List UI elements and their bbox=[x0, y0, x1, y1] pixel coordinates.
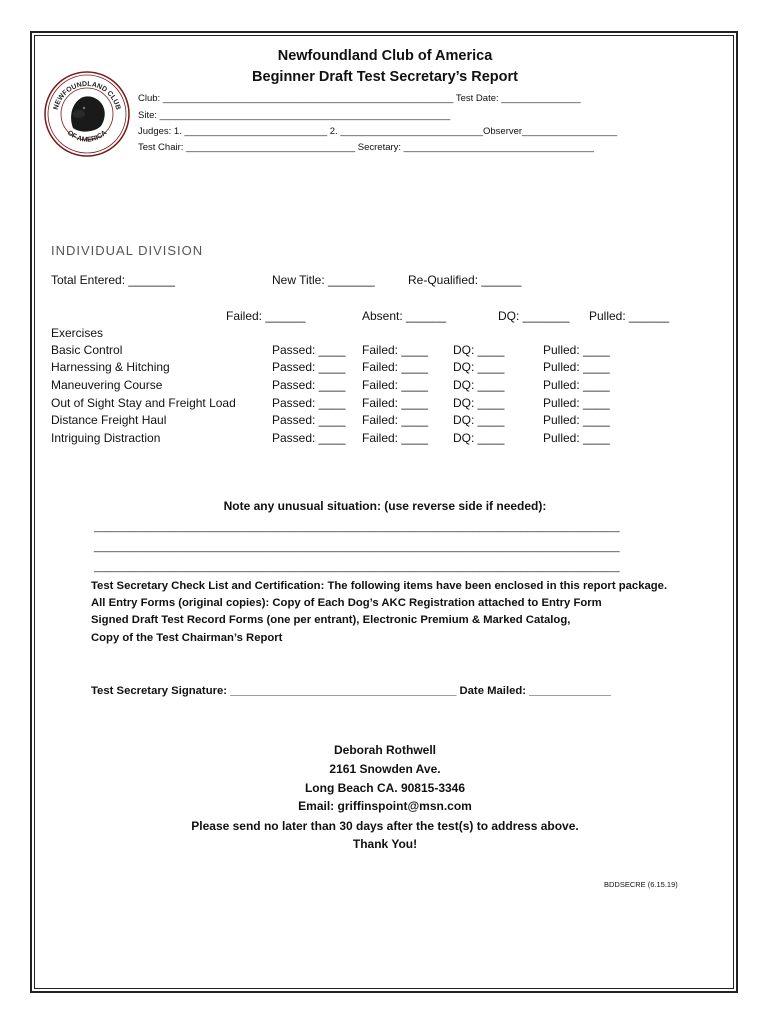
exercise-name: Harnessing & Hitching bbox=[51, 360, 170, 374]
checklist-line-3: Signed Draft Test Record Forms (one per entrant), Electronic Premium & Marked Catalog, bbox=[91, 614, 571, 626]
checklist-line-4: Copy of the Test Chairman’s Report bbox=[91, 632, 283, 644]
exercise-failed: Failed: ____ bbox=[362, 396, 429, 410]
address-name: Deborah Rothwell bbox=[333, 743, 436, 757]
absent-total-field: Absent: ______ bbox=[362, 309, 447, 323]
exercise-name: Basic Control bbox=[51, 343, 123, 357]
exercise-failed: Failed: ____ bbox=[362, 343, 429, 357]
pulled-total-field: Pulled: ______ bbox=[589, 309, 670, 323]
mailing-instruction: Please send no later than 30 days after the test(s) to address above. bbox=[191, 819, 579, 833]
form-code: BDDSECRE (6.15.19) bbox=[604, 880, 678, 889]
notes-line-1: __________________________________________________________________________________________ bbox=[94, 521, 620, 533]
chair-field-line: Test Chair: ________________________________ Secretary: ____________________________________ bbox=[138, 142, 594, 153]
document-title: Newfoundland Club of America bbox=[277, 48, 493, 64]
dq-total-field: DQ: _______ bbox=[498, 309, 570, 323]
address-city: Long Beach CA. 90815-3346 bbox=[304, 781, 466, 795]
exercise-passed: Passed: ____ bbox=[272, 343, 346, 357]
exercise-name: Intriguing Distraction bbox=[51, 431, 161, 445]
failed-total-field: Failed: ______ bbox=[226, 309, 306, 323]
thank-you-text: Thank You! bbox=[352, 837, 418, 851]
club-field-line: Club: _______________________________________________________ Test Date: _______________ bbox=[138, 93, 581, 104]
site-field-line: Site: _______________________________________________________ bbox=[138, 110, 451, 121]
exercise-name: Distance Freight Haul bbox=[51, 413, 167, 427]
exercise-pulled: Pulled: ____ bbox=[543, 343, 610, 357]
exercise-dq: DQ: ____ bbox=[453, 360, 505, 374]
checklist-line-1: Test Secretary Check List and Certification: The following items have been enclosed in this report package. bbox=[91, 580, 668, 592]
notes-line-2: __________________________________________________________________________________________ bbox=[94, 541, 620, 553]
exercise-pulled: Pulled: ____ bbox=[543, 413, 610, 427]
club-seal-logo bbox=[43, 70, 131, 158]
exercise-pulled: Pulled: ____ bbox=[543, 378, 610, 392]
exercise-pulled: Pulled: ____ bbox=[543, 396, 610, 410]
notes-line-3: __________________________________________________________________________________________ bbox=[94, 561, 620, 573]
notes-heading: Note any unusual situation: (use reverse side if needed): bbox=[223, 499, 547, 513]
exercise-failed: Failed: ____ bbox=[362, 413, 429, 427]
svg-text:NEWFOUNDLAND CLUB: NEWFOUNDLAND CLUB bbox=[52, 80, 122, 111]
exercise-name: Maneuvering Course bbox=[51, 378, 163, 392]
exercise-name: Out of Sight Stay and Freight Load bbox=[51, 396, 236, 410]
exercise-pulled: Pulled: ____ bbox=[543, 360, 610, 374]
judges-field-line: Judges: 1. ___________________________ 2. ___________________________Observer__________________ bbox=[138, 126, 618, 137]
exercise-dq: DQ: ____ bbox=[453, 431, 505, 445]
exercise-passed: Passed: ____ bbox=[272, 413, 346, 427]
exercise-dq: DQ: ____ bbox=[453, 413, 505, 427]
exercise-dq: DQ: ____ bbox=[453, 396, 505, 410]
exercise-dq: DQ: ____ bbox=[453, 378, 505, 392]
total-entered-field: Total Entered: _______ bbox=[51, 273, 176, 287]
requalified-field: Re-Qualified: ______ bbox=[408, 273, 522, 287]
exercise-passed: Passed: ____ bbox=[272, 360, 346, 374]
exercise-passed: Passed: ____ bbox=[272, 431, 346, 445]
exercise-passed: Passed: ____ bbox=[272, 396, 346, 410]
exercises-label: Exercises bbox=[51, 326, 104, 340]
exercise-failed: Failed: ____ bbox=[362, 431, 429, 445]
exercise-failed: Failed: ____ bbox=[362, 378, 429, 392]
document-subtitle: Beginner Draft Test Secretary’s Report bbox=[252, 69, 518, 85]
svg-text:OF AMERICA: OF AMERICA bbox=[65, 129, 109, 144]
section-title-individual: INDIVIDUAL DIVISION bbox=[51, 243, 204, 258]
signature-line: Test Secretary Signature: ____________________________________ Date Mailed: _____________ bbox=[91, 685, 611, 697]
exercise-dq: DQ: ____ bbox=[453, 343, 505, 357]
exercise-failed: Failed: ____ bbox=[362, 360, 429, 374]
exercise-pulled: Pulled: ____ bbox=[543, 431, 610, 445]
address-email: Email: griffinspoint@msn.com bbox=[298, 799, 472, 813]
address-street: 2161 Snowden Ave. bbox=[329, 762, 441, 776]
checklist-line-2: All Entry Forms (original copies): Copy of Each Dog’s AKC Registration attached to Entry Form bbox=[91, 597, 602, 609]
new-title-field: New Title: _______ bbox=[272, 273, 375, 287]
exercise-passed: Passed: ____ bbox=[272, 378, 346, 392]
